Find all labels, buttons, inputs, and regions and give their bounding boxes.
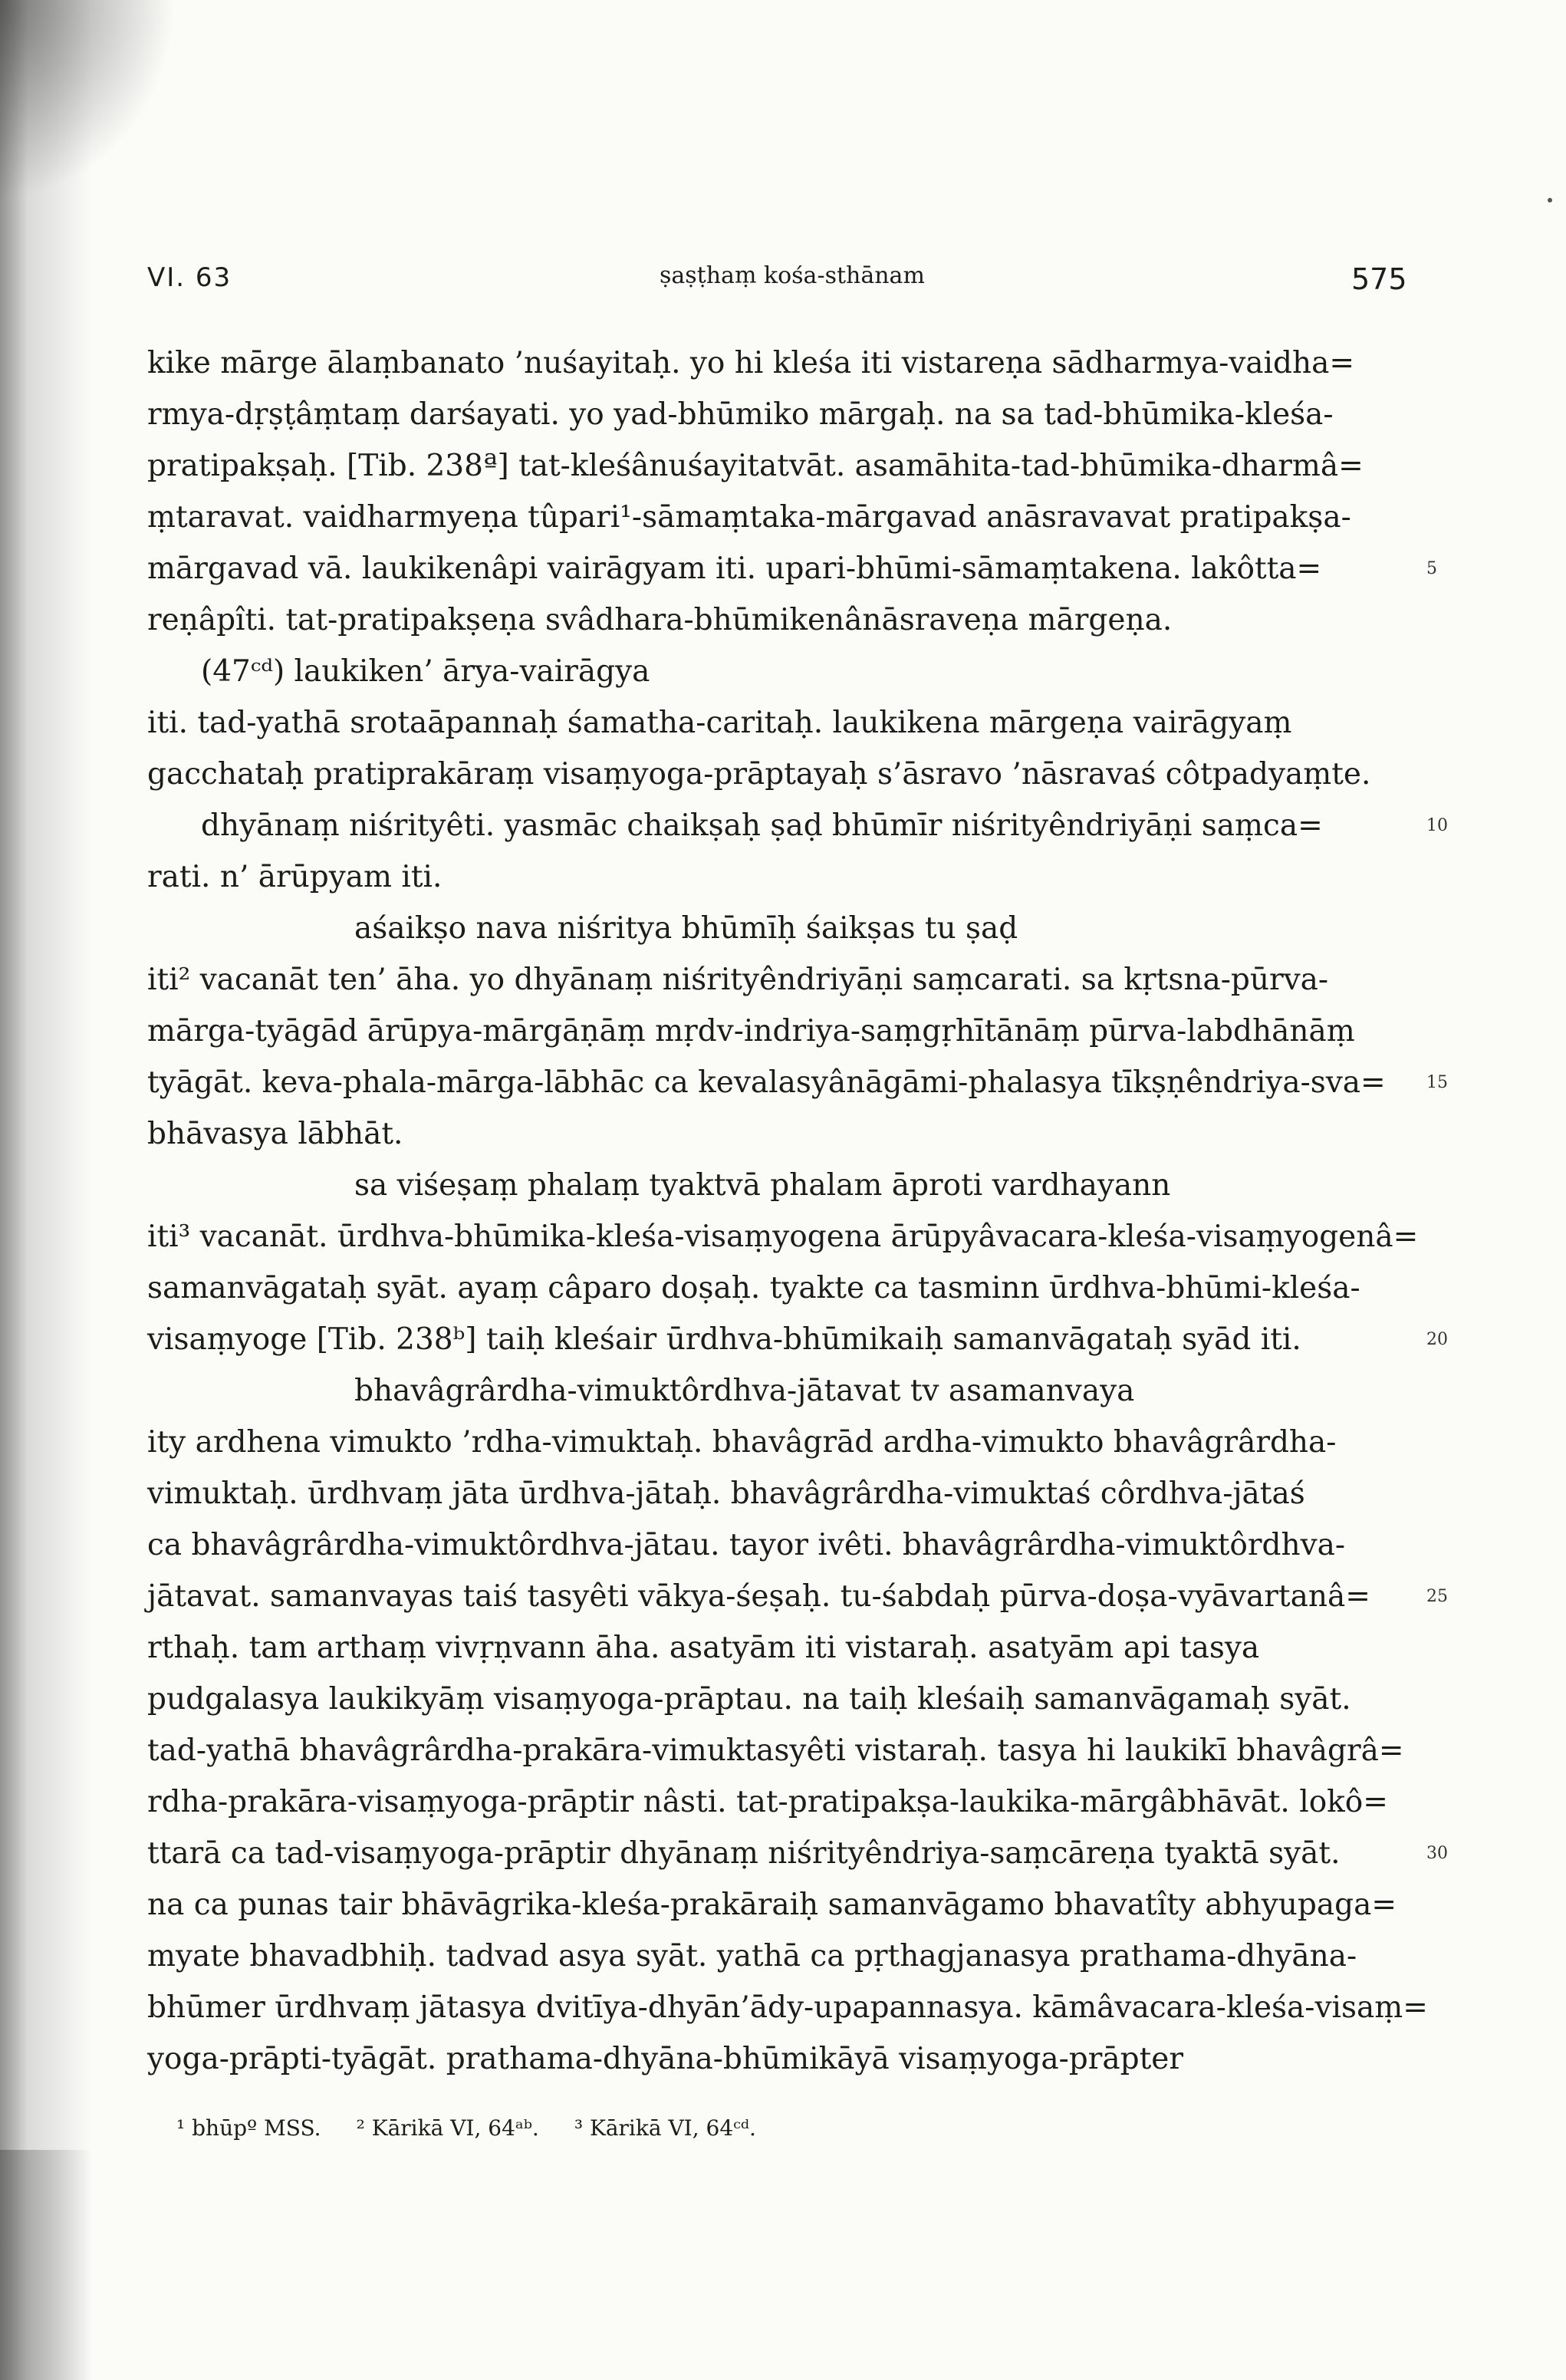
page-number: 575: [1351, 262, 1407, 296]
text-line: [147, 1982, 1428, 2033]
running-head-title: ṣaṣṭhaṃ kośa-sthānam: [660, 262, 925, 289]
line-text: visaṃyoge [Tib. 238ᵇ] taiḥ kleśair ūrdhva-bhūmikaiḥ samanvāgataḥ syād iti.: [147, 1322, 1301, 1357]
text-line: [147, 543, 1437, 594]
running-head-chapter: VI. 63: [147, 262, 232, 293]
text-line: [147, 594, 1420, 646]
line-text: kike mārge ālaṃbanato ’nuśayitaḥ. yo hi kleśa iti vistareṇa sādharmya-vaidha=: [147, 346, 1355, 380]
ink-speck: [1548, 198, 1552, 202]
text-line: [147, 1057, 1448, 1108]
text-line: [147, 1160, 1420, 1211]
footnote: ³ Kārikā VI, 64ᶜᵈ.: [574, 2115, 756, 2141]
line-number: 5: [1426, 559, 1437, 578]
text-line: [147, 1519, 1420, 1571]
line-number: 15: [1426, 1073, 1448, 1092]
line-text: pudgalasya laukikyāṃ visaṃyoga-prāptau. na taiḥ kleśaiḥ samanvāgamaḥ syāt.: [147, 1682, 1351, 1717]
text-line: [147, 1931, 1420, 1982]
scan-shadow-bottom: [0, 2150, 92, 2380]
text-line: [147, 1571, 1448, 1622]
line-text: ity ardhena vimukto ’rdha-vimuktaḥ. bhavâgrād ardha-vimukto bhavâgrârdha-: [147, 1425, 1337, 1460]
line-text: mārga-tyāgād ārūpya-mārgāṇāṃ mṛdv-indriya-saṃgṛhītānāṃ pūrva-labdhānāṃ: [147, 1014, 1355, 1048]
line-number: 25: [1426, 1587, 1448, 1606]
text-line: [147, 389, 1420, 440]
text-line: [147, 1365, 1420, 1417]
text-line: [147, 851, 1420, 903]
line-text: tad-yathā bhavâgrârdha-prakāra-vimuktasyêti vistaraḥ. tasya hi laukikī bhavâgrâ=: [147, 1733, 1404, 1768]
line-text: bhavâgrârdha-vimuktôrdhva-jātavat tv asamanvaya: [354, 1374, 1135, 1408]
text-line: [147, 1725, 1420, 1776]
text-line: [147, 697, 1420, 749]
line-text: iti² vacanāt ten’ āha. yo dhyānaṃ niśrityêndriyāṇi saṃcarati. sa kṛtsna-pūrva-: [147, 963, 1329, 997]
line-text: mārgavad vā. laukikenâpi vairāgyam iti. upari-bhūmi-sāmaṃtakena. lakôtta=: [147, 551, 1322, 586]
line-text: aśaikṣo nava niśritya bhūmīḥ śaikṣas tu ṣaḍ: [354, 911, 1018, 946]
text-line: [147, 1262, 1420, 1314]
line-number: 10: [1426, 816, 1448, 835]
line-text: samanvāgataḥ syāt. ayaṃ câparo doṣaḥ. tyakte ca tasminn ūrdhva-bhūmi-kleśa-: [147, 1271, 1360, 1305]
text-line: [147, 1828, 1448, 1879]
text-line: [147, 1108, 1420, 1160]
line-text: bhūmer ūrdhvaṃ jātasya dvitīya-dhyān’ādy-upapannasya. kāmâvacara-kleśa-visaṃ=: [147, 1990, 1428, 2025]
line-text: na ca punas tair bhāvāgrika-kleśa-prakāraiḥ samanvāgamo bhavatîty abhyupaga=: [147, 1888, 1397, 1922]
line-number: 30: [1426, 1844, 1448, 1863]
line-text: (47ᶜᵈ) laukiken’ ārya-vairāgya: [201, 654, 650, 689]
main-text: [147, 337, 1448, 2085]
line-text: reṇâpîti. tat-pratipakṣeṇa svâdhara-bhūmikenânāsraveṇa mārgeṇa.: [147, 603, 1173, 637]
line-text: ca bhavâgrârdha-vimuktôrdhva-jātau. tayor ivêti. bhavâgrârdha-vimuktôrdhva-: [147, 1528, 1346, 1562]
line-text: tyāgāt. keva-phala-mārga-lābhāc ca kevalasyânāgāmi-phalasya tīkṣṇêndriya-sva=: [147, 1065, 1386, 1100]
text-line: [147, 646, 1420, 697]
line-number: 20: [1426, 1330, 1448, 1349]
text-line: [147, 1006, 1420, 1057]
line-text: jātavat. samanvayas taiś tasyêti vākya-śeṣaḥ. tu-śabdaḥ pūrva-doṣa-vyāvartanâ=: [147, 1579, 1370, 1614]
line-text: rmya-dṛṣṭâṃtaṃ darśayati. yo yad-bhūmiko mārgaḥ. na sa tad-bhūmika-kleśa-: [147, 397, 1334, 432]
text-line: [147, 440, 1420, 492]
text-line: [147, 1314, 1448, 1365]
line-text: sa viśeṣaṃ phalaṃ tyaktvā phalam āproti vardhayann: [354, 1168, 1171, 1203]
text-line: [147, 492, 1420, 543]
line-text: vimuktaḥ. ūrdhvaṃ jāta ūrdhva-jātaḥ. bhavâgrârdha-vimuktaś côrdhva-jātaś: [147, 1476, 1305, 1511]
footnotes: [176, 2115, 791, 2141]
footnote: ² Kārikā VI, 64ᵃᵇ.: [356, 2115, 539, 2141]
line-text: yoga-prāpti-tyāgāt. prathama-dhyāna-bhūmikāyā visaṃyoga-prāpter: [147, 2042, 1184, 2076]
text-line: [147, 954, 1420, 1006]
line-text: bhāvasya lābhāt.: [147, 1117, 403, 1151]
scan-shadow-left: [0, 0, 92, 2380]
text-line: [147, 1674, 1420, 1725]
text-line: [147, 1776, 1420, 1828]
text-line: [147, 2033, 1420, 2085]
text-line: [147, 749, 1420, 800]
line-text: rthaḥ. tam arthaṃ vivṛṇvann āha. asatyām iti vistaraḥ. asatyām api tasya: [147, 1631, 1260, 1665]
scan-shadow-corner: [0, 0, 176, 199]
line-text: pratipakṣaḥ. [Tib. 238ª] tat-kleśânuśayitatvāt. asamāhita-tad-bhūmika-dharmâ=: [147, 449, 1364, 483]
text-line: [147, 1468, 1420, 1519]
line-text: dhyānaṃ niśrityêti. yasmāc chaikṣaḥ ṣaḍ bhūmīr niśrityêndriyāṇi saṃca=: [201, 808, 1323, 843]
line-text: myate bhavadbhiḥ. tadvad asya syāt. yathā ca pṛthagjanasya prathama-dhyāna-: [147, 1939, 1357, 1973]
text-line: [147, 337, 1420, 389]
text-line: [147, 1879, 1420, 1931]
line-text: rdha-prakāra-visaṃyoga-prāptir nâsti. tat-pratipakṣa-laukika-mārgâbhāvāt. lokô=: [147, 1785, 1388, 1819]
line-text: gacchataḥ pratiprakāraṃ visaṃyoga-prāptayaḥ s’āsravo ’nāsravaś côtpadyaṃte.: [147, 757, 1371, 792]
text-line: [147, 1622, 1420, 1674]
line-text: iti³ vacanāt. ūrdhva-bhūmika-kleśa-visaṃyogena ārūpyâvacara-kleśa-visaṃyogenâ=: [147, 1220, 1419, 1254]
text-line: [147, 800, 1448, 851]
text-line: [147, 903, 1420, 954]
text-line: [147, 1211, 1420, 1262]
text-line: [147, 1417, 1420, 1468]
line-text: rati. n’ ārūpyam iti.: [147, 860, 442, 894]
line-text: ttarā ca tad-visaṃyoga-prāptir dhyānaṃ niśrityêndriya-saṃcāreṇa tyaktā syāt.: [147, 1836, 1341, 1871]
line-text: iti. tad-yathā srotaāpannaḥ śamatha-caritaḥ. laukikena mārgeṇa vairāgyaṃ: [147, 706, 1292, 740]
line-text: ṃtaravat. vaidharmyeṇa tûpari¹-sāmaṃtaka-mārgavad anāsravavat pratipakṣa-: [147, 500, 1351, 535]
footnote: ¹ bhūpº MSS.: [176, 2115, 321, 2141]
